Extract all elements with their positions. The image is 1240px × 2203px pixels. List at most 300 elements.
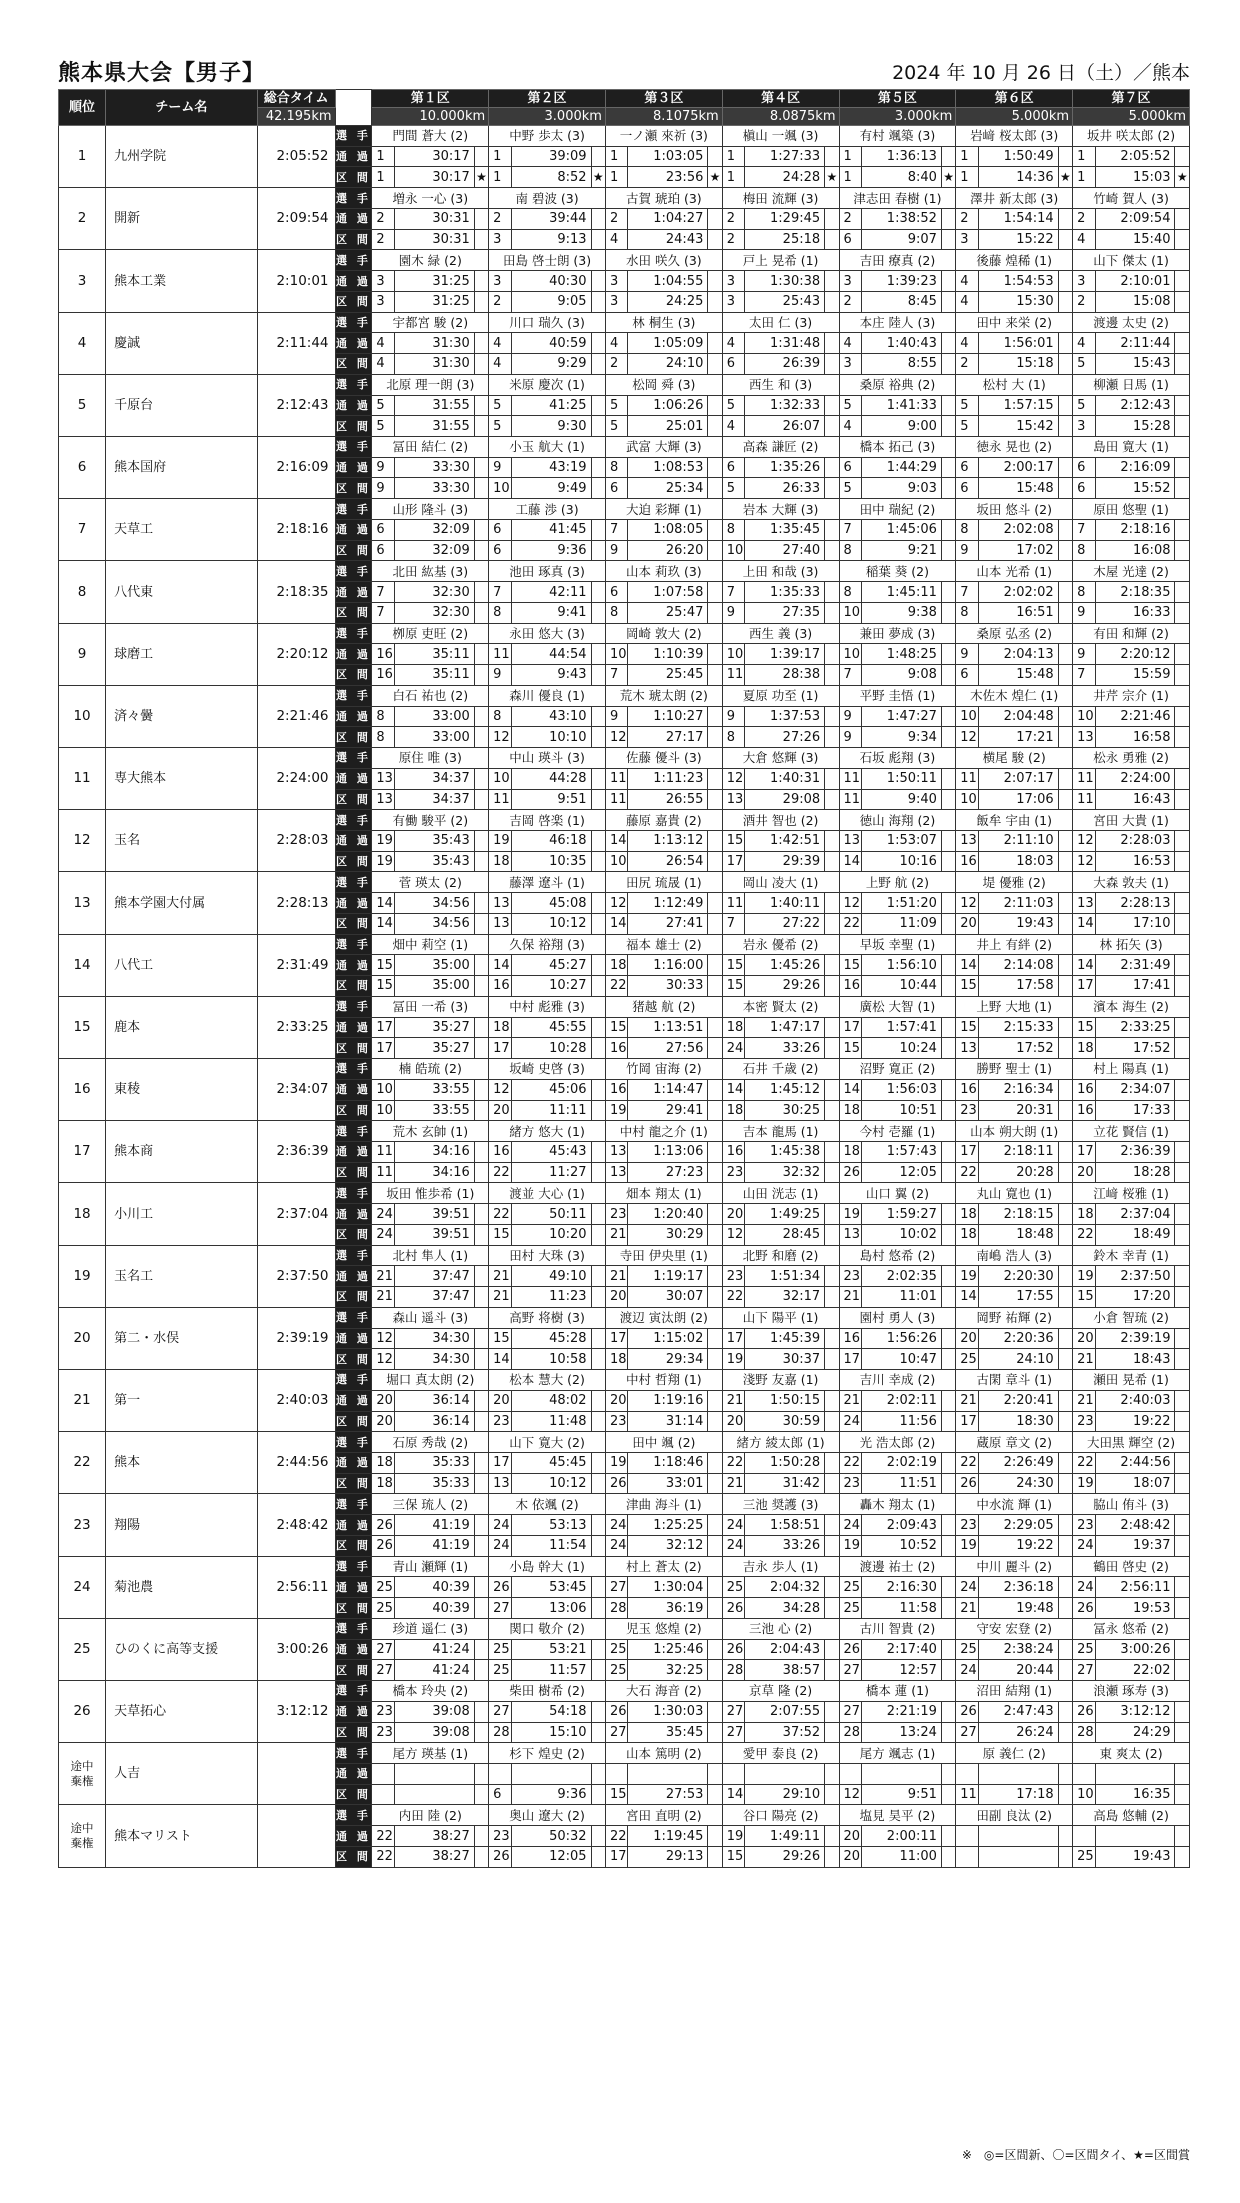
section-rank: 27 — [489, 1598, 512, 1619]
award-mark — [1058, 602, 1072, 623]
section-rank — [372, 1784, 395, 1805]
cumulative-rank: 23 — [1073, 1515, 1096, 1536]
cumulative-rank: 6 — [372, 519, 395, 540]
cumulative-time: 33:30 — [394, 457, 474, 478]
section-rank: 19 — [722, 1349, 745, 1370]
award-mark — [1175, 1598, 1190, 1619]
section-time: 15:03 — [1095, 167, 1175, 188]
runner-row-label: 選 手 — [335, 499, 372, 520]
award-mark — [941, 1846, 955, 1867]
section-time: 41:19 — [394, 1535, 474, 1556]
cumulative-rank: 20 — [722, 1204, 745, 1225]
section-rank: 3 — [605, 291, 628, 312]
award-mark — [474, 665, 488, 686]
section-rank: 14 — [839, 851, 862, 872]
section-rank: 10 — [722, 540, 745, 561]
section-time: 11:01 — [862, 1287, 942, 1308]
award-mark — [474, 955, 488, 976]
award-mark — [1175, 955, 1190, 976]
award-mark — [941, 1515, 955, 1536]
section-rank: 8 — [839, 540, 862, 561]
award-mark — [591, 519, 605, 540]
award-mark — [1175, 1784, 1190, 1805]
award-mark — [1175, 644, 1190, 665]
section-rank: 4 — [722, 416, 745, 437]
section-rank: 14 — [956, 1287, 979, 1308]
award-mark — [1058, 1349, 1072, 1370]
section-rank: 22 — [372, 1846, 395, 1867]
runner-name: 尾方 颯志 (1) — [839, 1743, 956, 1764]
award-mark — [591, 271, 605, 292]
team-rank: 22 — [59, 1432, 106, 1494]
runner-row — [59, 748, 1190, 769]
cumulative-time: 1:54:14 — [978, 208, 1058, 229]
runner-row — [59, 1307, 1190, 1328]
section-rank: 25 — [1073, 1846, 1096, 1867]
section-rank: 8 — [605, 602, 628, 623]
award-mark — [591, 665, 605, 686]
section-rank: 16 — [839, 976, 862, 997]
section-rank: 1 — [372, 167, 395, 188]
cumulative-time: 43:19 — [511, 457, 591, 478]
team-rank: 17 — [59, 1121, 106, 1183]
section-time: 39:08 — [394, 1722, 474, 1743]
award-mark — [591, 291, 605, 312]
runner-name: 北原 理一朗 (3) — [372, 374, 489, 395]
cumulative-rank: 25 — [839, 1577, 862, 1598]
award-mark — [1058, 1453, 1072, 1474]
cumulative-row-label: 通 過 — [335, 1453, 372, 1474]
runner-row-label: 選 手 — [335, 250, 372, 271]
section-rank: 17 — [722, 851, 745, 872]
runner-name: 京草 隆 (2) — [722, 1681, 839, 1702]
award-mark — [591, 1784, 605, 1805]
cumulative-rank: 2 — [839, 208, 862, 229]
runner-name: 杉下 煌史 (2) — [489, 1743, 606, 1764]
runner-name: 中水流 輝 (1) — [956, 1494, 1073, 1515]
section-rank: 6 — [605, 478, 628, 499]
runner-name: 園村 勇人 (3) — [839, 1307, 956, 1328]
award-mark — [941, 1722, 955, 1743]
award-mark — [1175, 851, 1190, 872]
cumulative-rank: 23 — [605, 1204, 628, 1225]
cumulative-time: 31:55 — [394, 395, 474, 416]
section-time: 10:16 — [862, 851, 942, 872]
cumulative-time: 1:15:02 — [628, 1328, 708, 1349]
cumulative-rank: 10 — [839, 644, 862, 665]
team-rank: 5 — [59, 374, 106, 436]
cumulative-time: 1:19:17 — [628, 1266, 708, 1287]
section-time: 17:10 — [1095, 913, 1175, 934]
runner-name: 中川 麗斗 (2) — [956, 1556, 1073, 1577]
award-mark — [708, 1017, 722, 1038]
runner-name: 畑本 翔太 (1) — [605, 1183, 722, 1204]
cumulative-rank: 24 — [1073, 1577, 1096, 1598]
cumulative-rank: 14 — [489, 955, 512, 976]
award-mark — [1175, 1390, 1190, 1411]
section-time: 19:53 — [1095, 1598, 1175, 1619]
award-mark — [708, 851, 722, 872]
cumulative-rank: 12 — [956, 893, 979, 914]
cumulative-rank: 13 — [839, 830, 862, 851]
runner-row — [59, 623, 1190, 644]
award-mark — [708, 519, 722, 540]
runner-name: 岡山 凌大 (1) — [722, 872, 839, 893]
cumulative-time: 1:51:34 — [745, 1266, 825, 1287]
section-rank: 4 — [489, 354, 512, 375]
award-mark — [708, 830, 722, 851]
section-time: 35:00 — [394, 976, 474, 997]
runner-name: 山口 翼 (2) — [839, 1183, 956, 1204]
runner-name: 太田 仁 (3) — [722, 312, 839, 333]
runner-name: 橋本 玲央 (2) — [372, 1681, 489, 1702]
runner-name: 山下 寛大 (2) — [489, 1432, 606, 1453]
runner-name: 後藤 煌稀 (1) — [956, 250, 1073, 271]
award-mark — [1175, 1287, 1190, 1308]
cumulative-time: 1:57:43 — [862, 1141, 942, 1162]
runner-name: 平野 圭悟 (1) — [839, 685, 956, 706]
award-mark — [708, 354, 722, 375]
award-mark — [825, 416, 839, 437]
cumulative-time: 2:20:36 — [978, 1328, 1058, 1349]
leg-5-distance: 3.000km — [839, 108, 956, 126]
section-time: 28:45 — [745, 1224, 825, 1245]
team-name: 熊本 — [106, 1432, 258, 1494]
cumulative-rank: 15 — [1073, 1017, 1096, 1038]
cumulative-rank: 25 — [372, 1577, 395, 1598]
runner-name: 島村 悠希 (2) — [839, 1245, 956, 1266]
award-mark — [591, 851, 605, 872]
cumulative-time — [862, 1764, 942, 1785]
section-rank: 14 — [372, 913, 395, 934]
cumulative-time: 2:37:50 — [1095, 1266, 1175, 1287]
award-mark: ★ — [708, 167, 722, 188]
cumulative-rank: 22 — [956, 1453, 979, 1474]
cumulative-rank — [1073, 1764, 1096, 1785]
award-mark — [1058, 768, 1072, 789]
section-rank: 22 — [1073, 1224, 1096, 1245]
cumulative-rank: 26 — [1073, 1701, 1096, 1722]
section-rank: 23 — [489, 1411, 512, 1432]
section-time: 30:37 — [745, 1349, 825, 1370]
cumulative-row-label: 通 過 — [335, 1266, 372, 1287]
section-rank: 14 — [722, 1784, 745, 1805]
cumulative-time: 1:58:51 — [745, 1515, 825, 1536]
leg-2-distance: 3.000km — [489, 108, 606, 126]
team-total-time: 2:09:54 — [257, 188, 335, 250]
award-mark — [941, 1038, 955, 1059]
award-mark — [474, 271, 488, 292]
runner-row-label: 選 手 — [335, 374, 372, 395]
cumulative-time: 1:13:06 — [628, 1141, 708, 1162]
runner-name: 本庄 陸人 (3) — [839, 312, 956, 333]
runner-row-label: 選 手 — [335, 996, 372, 1017]
runner-row — [59, 1618, 1190, 1639]
section-time: 19:22 — [1095, 1411, 1175, 1432]
award-mark — [1175, 540, 1190, 561]
award-mark — [825, 830, 839, 851]
section-time: 31:30 — [394, 354, 474, 375]
section-time: 10:20 — [511, 1224, 591, 1245]
cumulative-time: 32:30 — [394, 582, 474, 603]
section-rank: 8 — [956, 602, 979, 623]
cumulative-row-label: 通 過 — [335, 1515, 372, 1536]
runner-name: 内田 陸 (2) — [372, 1805, 489, 1826]
cumulative-time: 31:30 — [394, 333, 474, 354]
award-mark — [1175, 519, 1190, 540]
section-time: 11:48 — [511, 1411, 591, 1432]
section-rank: 23 — [839, 1473, 862, 1494]
section-time: 34:56 — [394, 913, 474, 934]
cumulative-time: 31:25 — [394, 271, 474, 292]
cumulative-row-label: 通 過 — [335, 333, 372, 354]
award-mark — [825, 665, 839, 686]
cumulative-row-label: 通 過 — [335, 1017, 372, 1038]
section-rank: 10 — [839, 602, 862, 623]
runner-name: 田副 良汰 (2) — [956, 1805, 1073, 1826]
section-rank: 2 — [722, 229, 745, 250]
section-time: 9:03 — [862, 478, 942, 499]
section-rank: 15 — [956, 976, 979, 997]
award-mark — [1175, 1224, 1190, 1245]
team-rank: 3 — [59, 250, 106, 312]
team-total-time: 2:12:43 — [257, 374, 335, 436]
cumulative-time: 1:37:53 — [745, 706, 825, 727]
section-rank: 15 — [372, 976, 395, 997]
cumulative-row-label: 通 過 — [335, 1639, 372, 1660]
section-rank: 24 — [1073, 1535, 1096, 1556]
runner-name: 津曲 海斗 (1) — [605, 1494, 722, 1515]
award-mark — [474, 395, 488, 416]
award-mark — [825, 1598, 839, 1619]
section-rank: 18 — [489, 851, 512, 872]
cumulative-time: 1:57:41 — [862, 1017, 942, 1038]
section-rank: 20 — [489, 1100, 512, 1121]
runner-name: 田中 瑞紀 (2) — [839, 499, 956, 520]
section-rank: 17 — [1073, 976, 1096, 997]
cumulative-rank: 2 — [489, 208, 512, 229]
award-mark — [941, 1162, 955, 1183]
section-rank: 13 — [489, 1473, 512, 1494]
award-mark — [1175, 1411, 1190, 1432]
runner-name: 廣松 大智 (1) — [839, 996, 956, 1017]
section-time: 30:59 — [745, 1411, 825, 1432]
section-time: 41:24 — [394, 1660, 474, 1681]
award-mark — [1058, 1162, 1072, 1183]
runner-row-label: 選 手 — [335, 810, 372, 831]
section-time: 25:47 — [628, 602, 708, 623]
cumulative-rank: 8 — [956, 519, 979, 540]
runner-name: 竹岡 宙海 (2) — [605, 1059, 722, 1080]
cumulative-time: 45:43 — [511, 1141, 591, 1162]
award-mark — [1175, 602, 1190, 623]
section-time: 11:27 — [511, 1162, 591, 1183]
cumulative-time: 1:50:11 — [862, 768, 942, 789]
award-mark — [825, 1535, 839, 1556]
team-name: 東稜 — [106, 1059, 258, 1121]
award-mark — [591, 1287, 605, 1308]
award-mark — [474, 291, 488, 312]
section-time: 19:48 — [978, 1598, 1058, 1619]
award-mark — [708, 789, 722, 810]
runner-name: 村上 陽真 (1) — [1073, 1059, 1190, 1080]
section-rank: 9 — [489, 665, 512, 686]
team-rank: 18 — [59, 1183, 106, 1245]
cumulative-row-label: 通 過 — [335, 1204, 372, 1225]
section-rank: 3 — [839, 354, 862, 375]
section-time: 11:58 — [862, 1598, 942, 1619]
cumulative-time: 48:02 — [511, 1390, 591, 1411]
award-mark — [708, 644, 722, 665]
cumulative-rank: 27 — [722, 1701, 745, 1722]
cumulative-row-label: 通 過 — [335, 1764, 372, 1785]
team-rank: 13 — [59, 872, 106, 934]
cumulative-rank: 8 — [605, 457, 628, 478]
runner-row-label: 選 手 — [335, 1556, 372, 1577]
award-mark — [1175, 1141, 1190, 1162]
cumulative-time: 42:11 — [511, 582, 591, 603]
section-rank: 7 — [1073, 665, 1096, 686]
cumulative-rank: 3 — [1073, 271, 1096, 292]
cumulative-time: 1:45:11 — [862, 582, 942, 603]
award-mark — [825, 1722, 839, 1743]
team-name: 八代工 — [106, 934, 258, 996]
section-rank: 18 — [605, 1349, 628, 1370]
cumulative-rank: 2 — [372, 208, 395, 229]
runner-name: 冨永 悠希 (2) — [1073, 1618, 1190, 1639]
award-mark — [474, 1390, 488, 1411]
runner-row-label: 選 手 — [335, 437, 372, 458]
section-rank: 5 — [1073, 354, 1096, 375]
section-time: 33:01 — [628, 1473, 708, 1494]
award-mark — [474, 644, 488, 665]
team-rank: 11 — [59, 748, 106, 810]
runner-name: 林 桐生 (3) — [605, 312, 722, 333]
section-time: 17:55 — [978, 1287, 1058, 1308]
section-rank: 5 — [839, 478, 862, 499]
cumulative-time: 40:30 — [511, 271, 591, 292]
runner-name: 飯牟 宇由 (1) — [956, 810, 1073, 831]
section-time: 10:47 — [862, 1349, 942, 1370]
team-name: 九州学院 — [106, 126, 258, 188]
cumulative-time: 1:49:25 — [745, 1204, 825, 1225]
team-total-time: 2:37:50 — [257, 1245, 335, 1307]
award-mark — [474, 540, 488, 561]
award-mark — [825, 291, 839, 312]
award-mark — [591, 1204, 605, 1225]
team-name: 慶誠 — [106, 312, 258, 374]
section-time: 9:07 — [862, 229, 942, 250]
cumulative-rank: 13 — [956, 830, 979, 851]
award-mark — [1175, 1079, 1190, 1100]
section-time: 10:51 — [862, 1100, 942, 1121]
section-time: 24:10 — [628, 354, 708, 375]
award-mark — [1175, 1100, 1190, 1121]
section-rank: 23 — [1073, 1411, 1096, 1432]
award-mark — [825, 1224, 839, 1245]
section-time: 27:53 — [628, 1784, 708, 1805]
award-mark — [1058, 1266, 1072, 1287]
award-mark — [591, 768, 605, 789]
cumulative-rank: 8 — [722, 519, 745, 540]
cumulative-rank: 22 — [1073, 1453, 1096, 1474]
award-mark — [941, 1266, 955, 1287]
team-total-time: 2:18:35 — [257, 561, 335, 623]
team-rank: 26 — [59, 1681, 106, 1743]
section-time: 29:39 — [745, 851, 825, 872]
runner-name: 大石 海音 (2) — [605, 1681, 722, 1702]
section-time: 11:54 — [511, 1535, 591, 1556]
cumulative-time: 1:35:33 — [745, 582, 825, 603]
team-total-time: 3:00:26 — [257, 1618, 335, 1680]
runner-name: 北田 紘基 (3) — [372, 561, 489, 582]
cumulative-time: 35:27 — [394, 1017, 474, 1038]
section-time: 9:36 — [511, 1784, 591, 1805]
cumulative-rank — [489, 1764, 512, 1785]
award-mark — [941, 582, 955, 603]
cumulative-rank: 7 — [605, 519, 628, 540]
cumulative-rank: 11 — [1073, 768, 1096, 789]
section-rank: 1 — [722, 167, 745, 188]
cumulative-rank: 9 — [489, 457, 512, 478]
award-mark: ★ — [1175, 167, 1190, 188]
section-rank: 21 — [1073, 1349, 1096, 1370]
award-mark — [941, 1390, 955, 1411]
section-time: 19:43 — [978, 913, 1058, 934]
cumulative-time: 1:56:26 — [862, 1328, 942, 1349]
runner-name: 工藤 渉 (3) — [489, 499, 606, 520]
runner-name: 原住 唯 (3) — [372, 748, 489, 769]
cumulative-row-label: 通 過 — [335, 955, 372, 976]
runner-row-label: 選 手 — [335, 1370, 372, 1391]
runner-name: 南嶋 浩人 (3) — [956, 1245, 1073, 1266]
section-rank: 28 — [722, 1660, 745, 1681]
cumulative-time: 1:45:06 — [862, 519, 942, 540]
cumulative-rank: 23 — [956, 1515, 979, 1536]
award-mark — [825, 354, 839, 375]
section-time: 10:52 — [862, 1535, 942, 1556]
cumulative-time: 2:56:11 — [1095, 1577, 1175, 1598]
award-mark — [591, 395, 605, 416]
runner-name: 三池 心 (2) — [722, 1618, 839, 1639]
cumulative-rank: 22 — [605, 1826, 628, 1847]
cumulative-rank: 12 — [722, 768, 745, 789]
cumulative-time: 2:24:00 — [1095, 768, 1175, 789]
runner-name: 小倉 智琉 (2) — [1073, 1307, 1190, 1328]
section-time: 9:29 — [511, 354, 591, 375]
award-mark — [708, 1846, 722, 1867]
section-time: 27:23 — [628, 1162, 708, 1183]
section-rank: 28 — [1073, 1722, 1096, 1743]
section-time: 11:11 — [511, 1100, 591, 1121]
award-mark — [708, 1100, 722, 1121]
award-mark — [941, 1349, 955, 1370]
cumulative-row-label: 通 過 — [335, 1079, 372, 1100]
award-mark — [1175, 706, 1190, 727]
award-mark — [474, 1701, 488, 1722]
award-mark — [941, 478, 955, 499]
award-mark — [825, 976, 839, 997]
section-time: 17:33 — [1095, 1100, 1175, 1121]
section-rank: 9 — [839, 727, 862, 748]
section-time: 35:43 — [394, 851, 474, 872]
section-rank: 8 — [489, 602, 512, 623]
section-rank: 12 — [489, 727, 512, 748]
cumulative-time: 1:45:12 — [745, 1079, 825, 1100]
cumulative-rank: 9 — [956, 644, 979, 665]
runner-name: 柳瀬 日馬 (1) — [1073, 374, 1190, 395]
cumulative-time: 3:00:26 — [1095, 1639, 1175, 1660]
